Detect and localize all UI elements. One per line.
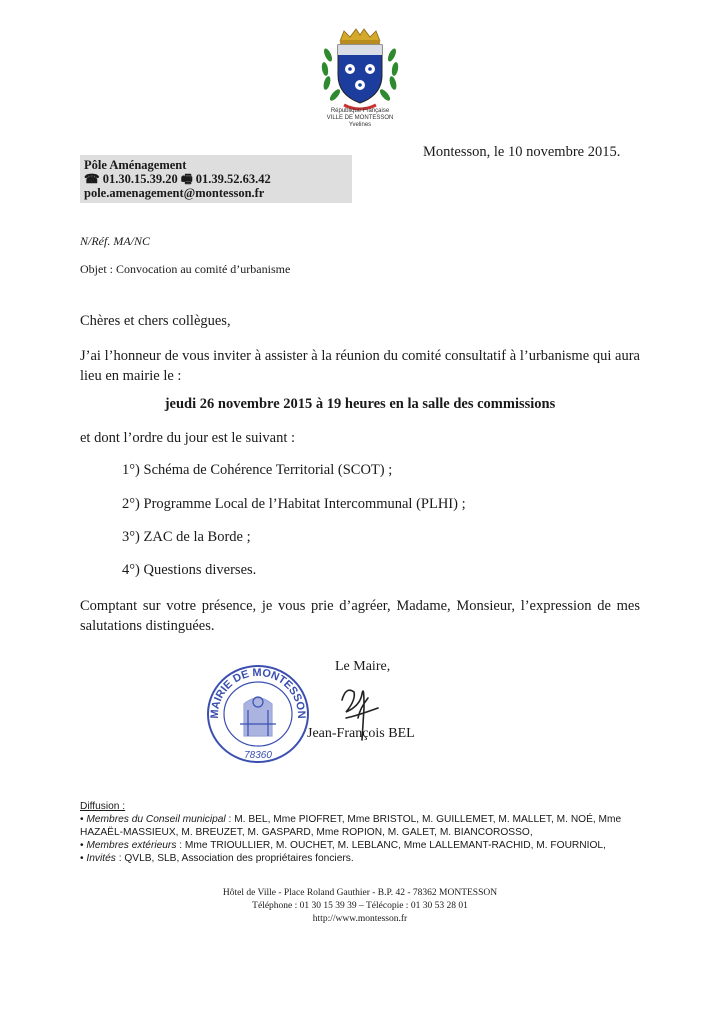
agenda-item: 4°) Questions diverses.	[122, 562, 257, 578]
meeting-details: jeudi 26 novembre 2015 à 19 heures en la salle des commissions	[164, 396, 556, 412]
crest-caption	[290, 108, 430, 129]
object-line: Objet : Convocation au comité d’urbanisme	[80, 262, 291, 276]
reference-line: N/Réf. MA/NC	[80, 234, 150, 248]
stamp-bottom-text: 78360	[244, 750, 272, 761]
footer-phone: Téléphone : 01 30 15 39 39 – Télécopie : 01 30 53 28 01	[252, 901, 468, 911]
salutation: Chères et chers collègues,	[80, 313, 231, 329]
signatory-title: Le Maire,	[335, 659, 391, 674]
crest-line-1: République Française	[330, 108, 390, 114]
letterhead-footer	[160, 887, 560, 926]
closing-paragraph: Comptant sur votre présence, je vous prie d’agréer, Madame, Monsieur, l’expression de mes salutations distinguées.	[80, 598, 640, 634]
exterieurs-list: : Mme TRIOULLIER, M. OUCHET, M. LEBLANC, Mme LALLEMANT-RACHID, M. FOURNIOL,	[176, 840, 606, 851]
agenda-item: 2°) Programme Local de l’Habitat Intercommunal (PLHI) ;	[122, 496, 466, 512]
crest-line-2: VILLE DE MONTESSON	[326, 115, 394, 121]
signatory-name: Jean-François BEL	[307, 726, 415, 741]
footer-website: http://www.montesson.fr	[312, 914, 408, 924]
phone-number: 01.30.15.39.20	[102, 172, 178, 186]
invites-label: Invités	[86, 853, 116, 864]
montesson-crest-logo	[318, 25, 402, 115]
agenda-item: 1°) Schéma de Cohérence Territorial (SCOT) ;	[122, 462, 393, 478]
footer-address: Hôtel de Ville - Place Roland Gauthier - B.P. 42 - 78362 MONTESSON	[222, 888, 498, 898]
contact-email: pole.amenagement@montesson.fr	[84, 186, 265, 200]
distribution-list	[80, 800, 650, 865]
invites-list: : QVLB, SLB, Association des propriétaires fonciers.	[115, 853, 354, 864]
agenda-intro: et dont l’ordre du jour est le suivant :	[80, 430, 296, 446]
letter-date: Montesson, le 10 novembre 2015.	[423, 144, 621, 160]
mairie-stamp	[204, 662, 312, 766]
conseil-label: Membres du Conseil municipal	[86, 814, 226, 825]
phone-fax-line	[80, 172, 352, 186]
fax-icon: 🖷	[180, 172, 193, 186]
conseil-list-2: HAZAËL-MASSIEUX, M. BREUZET, M. GASPARD, Mme ROPION, M. GALET, M. BIANCOROSSO,	[80, 827, 533, 838]
distribution-row-conseil: • Membres du Conseil municipal : M. BEL, Mme PIOFRET, Mme BRISTOL, M. GUILLEMET, M. MALLET, M. NOÉ, Mme	[80, 814, 622, 825]
crest-line-3: Yvelines	[348, 122, 372, 128]
intro-paragraph: J’ai l’honneur de vous inviter à assister à la réunion du comité consultatif à l’urbanisme qui aura lieu en mairie le :	[80, 348, 640, 384]
distribution-row-exterieurs: • Membres extérieurs : Mme TRIOULLIER, M. OUCHET, M. LEBLANC, Mme LALLEMANT-RACHID, M. FOURNIOL,	[80, 840, 606, 851]
contact-block	[80, 155, 352, 203]
fax-number: 01.39.52.63.42	[195, 172, 271, 186]
department-name: Pôle Aménagement	[84, 158, 187, 172]
distribution-title: Diffusion :	[80, 801, 126, 812]
phone-icon: ☎	[84, 172, 100, 186]
conseil-list-1: : M. BEL, Mme PIOFRET, Mme BRISTOL, M. GUILLEMET, M. MALLET, M. NOÉ, Mme	[225, 814, 622, 825]
distribution-row-invites: • Invités : QVLB, SLB, Association des propriétaires fonciers.	[80, 853, 354, 864]
exterieurs-label: Membres extérieurs	[86, 840, 177, 851]
agenda-item: 3°) ZAC de la Borde ;	[122, 529, 251, 545]
stamp-top-text: MAIRIE DE MONTESSON	[208, 666, 308, 719]
